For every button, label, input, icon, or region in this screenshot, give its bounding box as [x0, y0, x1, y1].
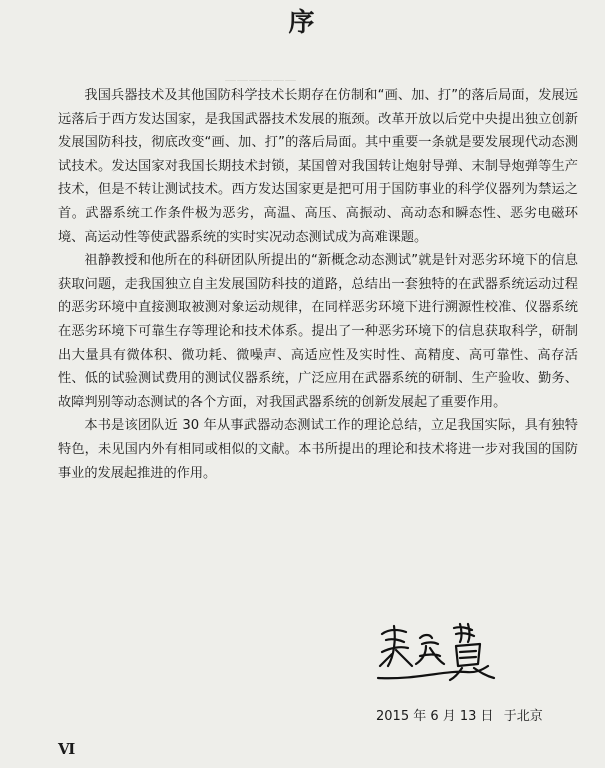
- date-place-line: [376, 705, 549, 724]
- bleed-through-text: ——————: [224, 73, 297, 87]
- signing-place: 于北京: [503, 709, 543, 724]
- page-title: 序: [288, 8, 317, 38]
- paragraph-3: 本书是该团队近 30 年从事武器动态测试工作的理论总结，立足我国实际，具有独特特色，未见国内外有相同或相似的文献。本书所提出的理论和技术将进一步对我国的国防事业的发展起推进的作用。: [58, 418, 578, 481]
- paragraph-2: 祖静教授和他所在的科研团队所提出的“新概念动态测试”就是针对恶劣环境下的信息获取问题，走我国独立自主发展国防科技的道路，总结出一套独特的在武器系统运动过程的恶劣环境中直接测取被测对象运动规律，在同样恶劣环境下进行溯源性校准、仪器系统在恶劣环境下可靠生存等理论和技术体系。提出了一种恶劣环境下的信息获取科学，研制出大量具有微体积、微功耗、微噪声、高适应性及实时性、高精度、高可靠性、高存活性、低的试验测试费用的测试仪器系统，广泛应用在武器系统的研制、生产验收、勤务、故障判别等动态测试的各个方面，对我国武器系统的创新发展起了重要作用。: [58, 253, 578, 410]
- page-number: Ⅵ: [58, 740, 76, 758]
- paragraph-1: 我国兵器技术及其他国防科学技术长期存在仿制和“画、加、打”的落后局面，发展远远落后于西方发达国家，是我国武器技术发展的瓶颈。改革开放以后党中央提出独立创新发展国防科技，彻底改变“画、加、打”的落后局面。其中重要一条就是要发展现代动态测试技术。发达国家对我国长期技术封锁，某国曾对我国转让炮射导弹、末制导炮弹等生产技术，但是不转让测试技术。西方发达国家更是把可用于国防事业的科学仪器列为禁运之首。武器系统工作条件极为恶劣，高温、高压、高振动、高动态和瞬态性、恶劣电磁环境、高运动性等使武器系统的实时实况动态测试成为高难课题。: [58, 88, 578, 245]
- handwritten-signature: [376, 620, 506, 682]
- preface-body: [58, 84, 578, 485]
- signing-date: 2015 年 6 月 13 日: [376, 709, 494, 724]
